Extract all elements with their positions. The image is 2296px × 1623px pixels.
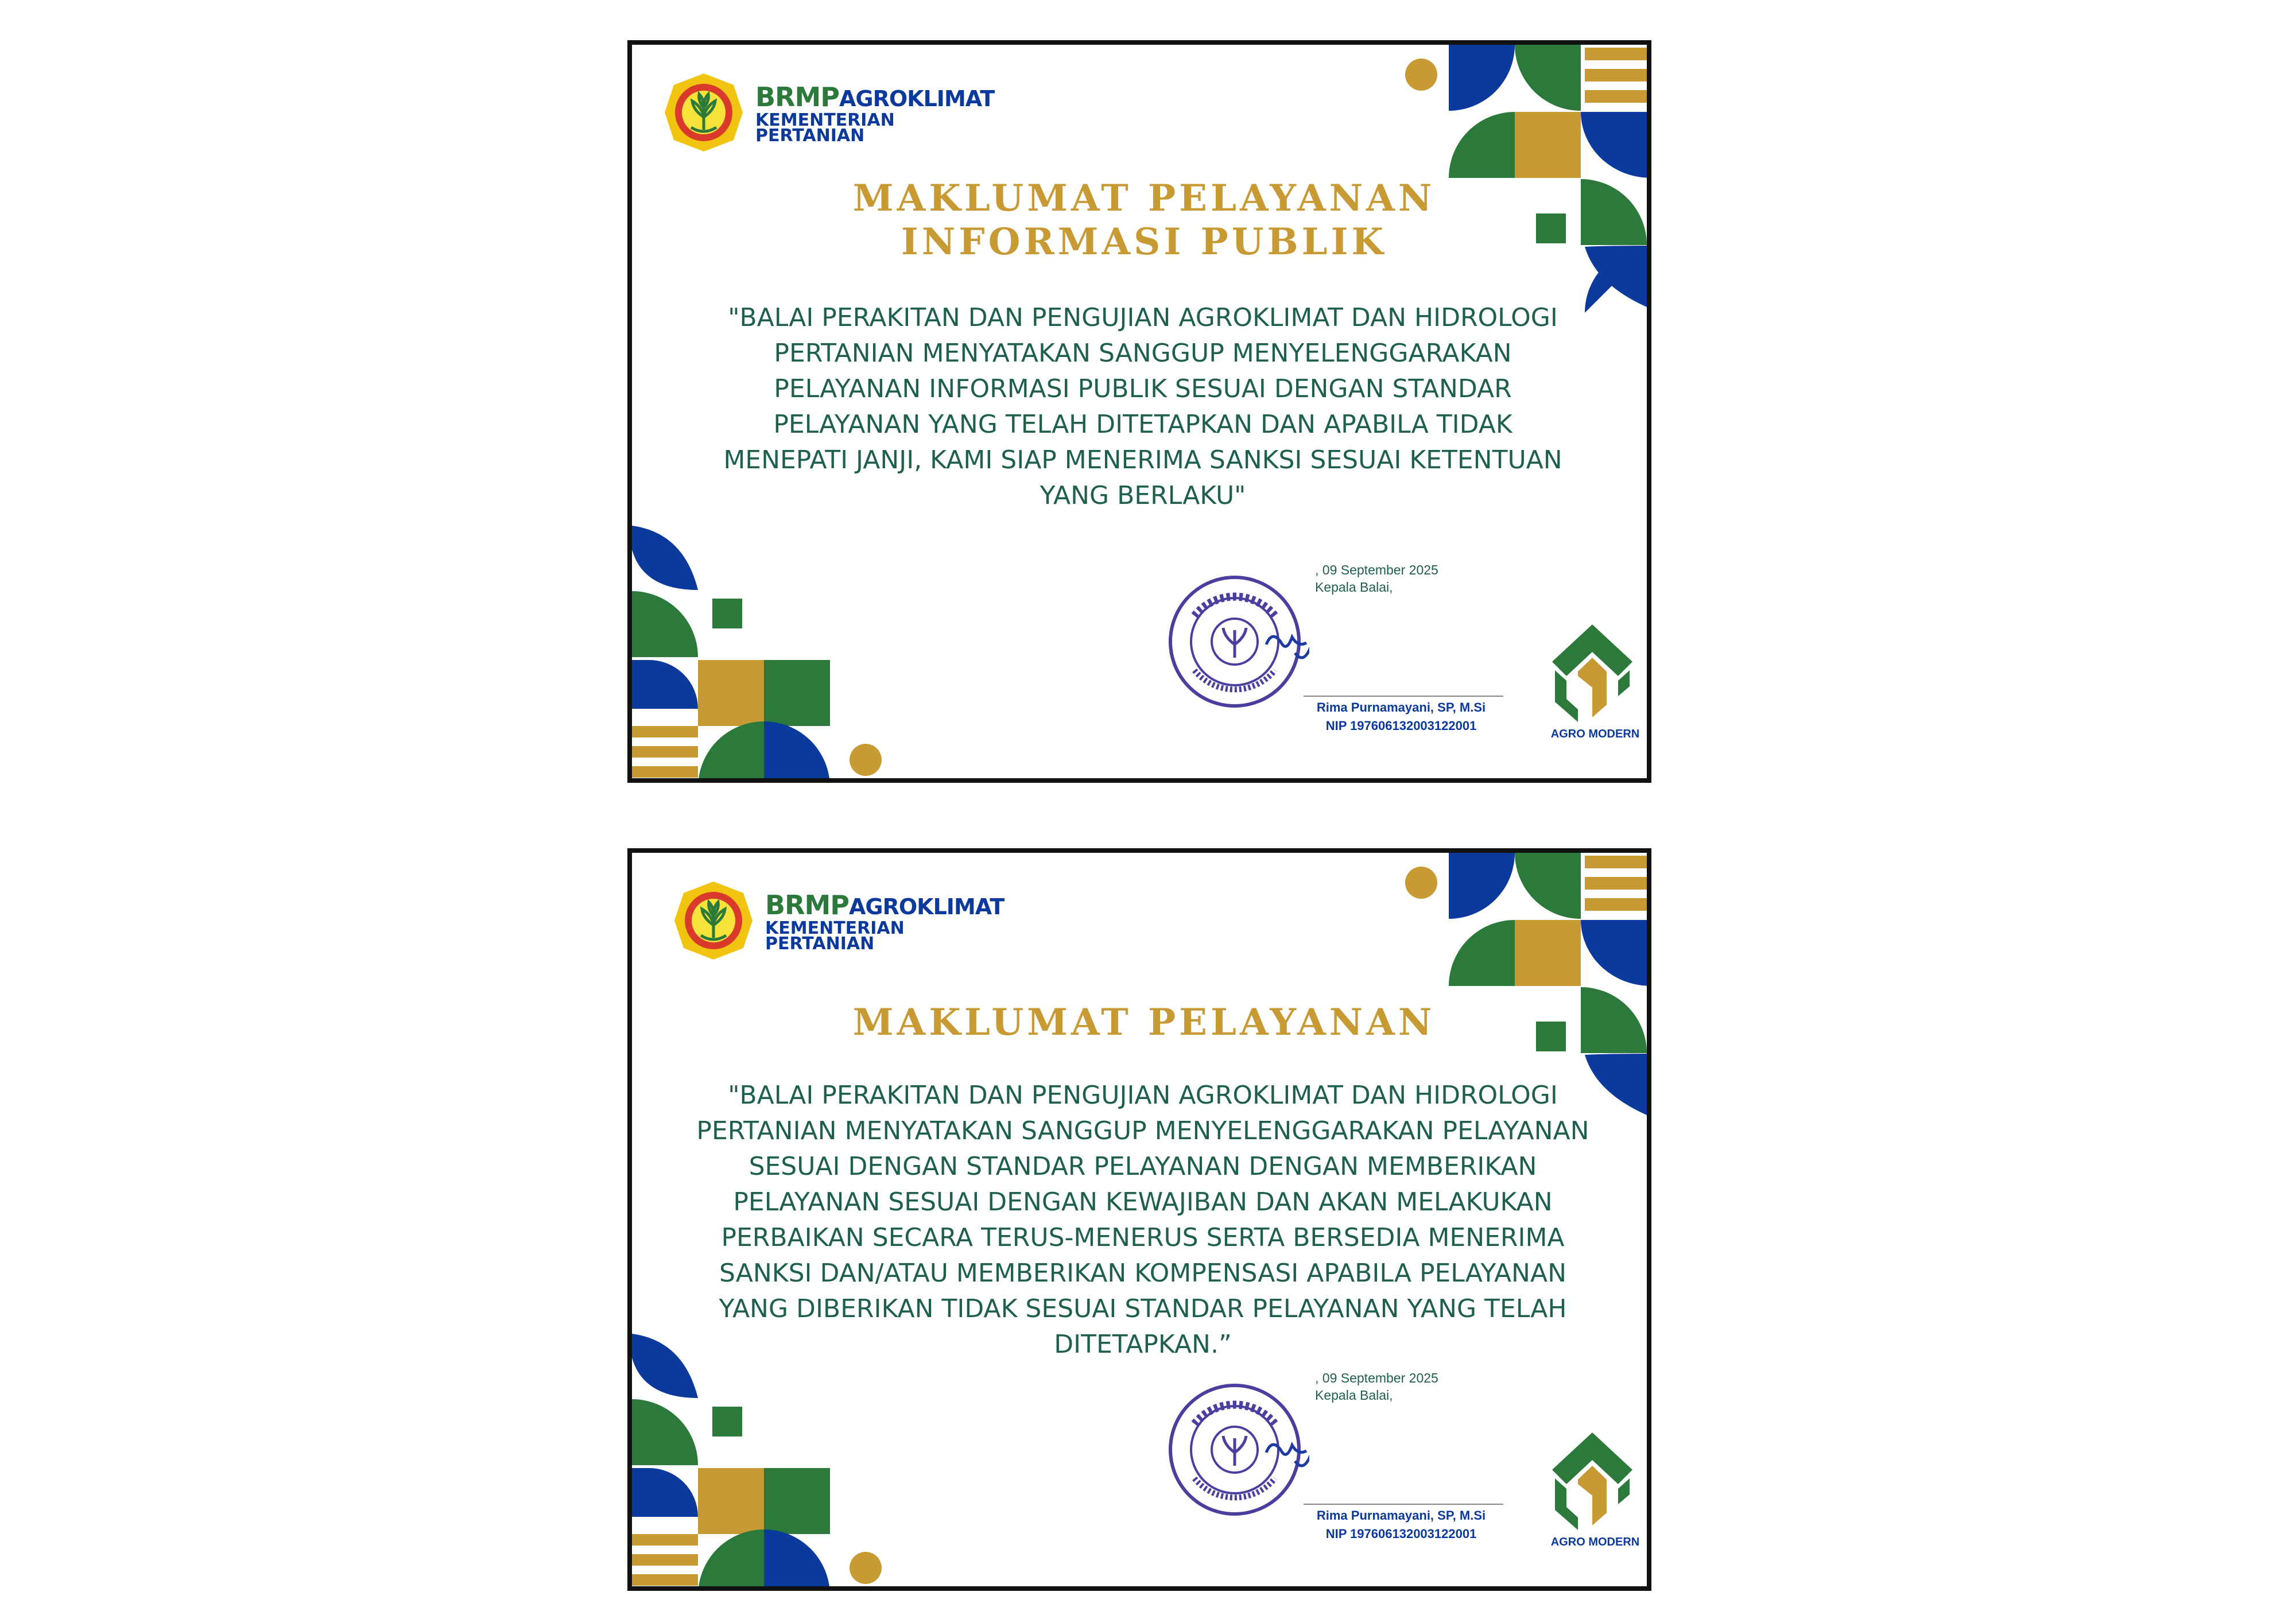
agro-modern-label: AGRO MODERN bbox=[1550, 728, 1640, 740]
statement-line: SANKSI DAN/ATAU MEMBERIKAN KOMPENSASI APABILA PELAYANAN bbox=[719, 1259, 1566, 1288]
statement-line: DITETAPKAN.” bbox=[1054, 1330, 1232, 1359]
statement-line: PERTANIAN MENYATAKAN SANGGUP MENYELENGGARAKAN bbox=[774, 339, 1512, 368]
statement-line: PELAYANAN YANG TELAH DITETAPKAN DAN APABILA TIDAK bbox=[773, 410, 1512, 439]
statement-line: PELAYANAN SESUAI DENGAN KEWAJIBAN DAN AKAN MELAKUKAN bbox=[733, 1187, 1553, 1217]
brand-brmp: BRMP bbox=[765, 890, 849, 921]
statement-line: "BALAI PERAKITAN DAN PENGUJIAN AGROKLIMAT DAN HIDROLOGI bbox=[728, 303, 1558, 332]
signatory-nip: NIP 197606132003122001 bbox=[1325, 719, 1477, 733]
page-title bbox=[804, 1001, 1484, 1045]
signature-block bbox=[1160, 1369, 1486, 1547]
signatory-nip: NIP 197606132003122001 bbox=[1325, 1527, 1477, 1541]
official-stamp-icon bbox=[1160, 561, 1309, 710]
kementan-emblem-icon bbox=[673, 880, 754, 961]
agro-modern-logo bbox=[1543, 1427, 1651, 1559]
statement-line: PELAYANAN INFORMASI PUBLIK SESUAI DENGAN STANDAR bbox=[774, 374, 1512, 403]
signature-date: , 09 September 2025 bbox=[1315, 1370, 1438, 1385]
maklumat-card-pelayanan bbox=[627, 848, 1651, 1591]
brand-ministry-line1: KEMENTERIAN bbox=[755, 110, 895, 130]
signatory-name: Rima Purnamayani, SP, M.Si bbox=[1316, 1508, 1486, 1523]
statement-line: YANG BERLAKU" bbox=[1040, 481, 1246, 510]
page-title bbox=[804, 177, 1484, 264]
statement-line: SESUAI DENGAN STANDAR PELAYANAN DENGAN MEMBERIKAN bbox=[748, 1152, 1537, 1181]
title-line: INFORMASI PUBLIK bbox=[901, 220, 1387, 263]
brand-brmp: BRMP bbox=[755, 81, 839, 112]
statement-line: MENEPATI JANJI, KAMI SIAP MENERIMA SANKSI SESUAI KETENTUAN bbox=[723, 445, 1562, 475]
agro-modern-logo bbox=[1543, 619, 1651, 751]
brand-ministry-line2: PERTANIAN bbox=[765, 934, 875, 954]
title-line: MAKLUMAT PELAYANAN bbox=[852, 177, 1436, 220]
agro-modern-emblem-icon bbox=[1543, 1427, 1641, 1536]
title-line: MAKLUMAT PELAYANAN bbox=[852, 1001, 1436, 1044]
statement-line: YANG DIBERIKAN TIDAK SESUAI STANDAR PELAYANAN YANG TELAH bbox=[719, 1294, 1567, 1323]
signature-line bbox=[1304, 696, 1503, 697]
brmp-brand-header bbox=[673, 880, 1064, 966]
statement-line: PERTANIAN MENYATAKAN SANGGUP MENYELENGGARAKAN PELAYANAN bbox=[696, 1116, 1589, 1146]
signature-date: , 09 September 2025 bbox=[1315, 562, 1438, 577]
brand-agroklimat: AGROKLIMAT bbox=[839, 86, 995, 111]
signature-line bbox=[1304, 1504, 1503, 1505]
maklumat-statement bbox=[689, 1078, 1596, 1362]
signature-role: Kepala Balai, bbox=[1315, 1388, 1393, 1403]
brmp-brand-header bbox=[664, 72, 1054, 158]
maklumat-statement bbox=[689, 300, 1596, 514]
maklumat-card-informasi-publik bbox=[627, 40, 1651, 783]
agro-modern-label: AGRO MODERN bbox=[1550, 1536, 1640, 1548]
brand-agroklimat: AGROKLIMAT bbox=[848, 894, 1004, 919]
signatory-name: Rima Purnamayani, SP, M.Si bbox=[1316, 700, 1486, 715]
statement-line: "BALAI PERAKITAN DAN PENGUJIAN AGROKLIMAT DAN HIDROLOGI bbox=[728, 1081, 1558, 1110]
statement-line: PERBAIKAN SECARA TERUS-MENERUS SERTA BERSEDIA MENERIMA bbox=[721, 1223, 1565, 1252]
brand-ministry-line2: PERTANIAN bbox=[755, 126, 865, 146]
brand-ministry-line1: KEMENTERIAN bbox=[765, 918, 905, 938]
official-stamp-icon bbox=[1160, 1369, 1309, 1519]
signature-role: Kepala Balai, bbox=[1315, 580, 1393, 595]
agro-modern-emblem-icon bbox=[1543, 619, 1641, 728]
signature-block bbox=[1160, 561, 1486, 739]
kementan-emblem-icon bbox=[664, 72, 744, 153]
